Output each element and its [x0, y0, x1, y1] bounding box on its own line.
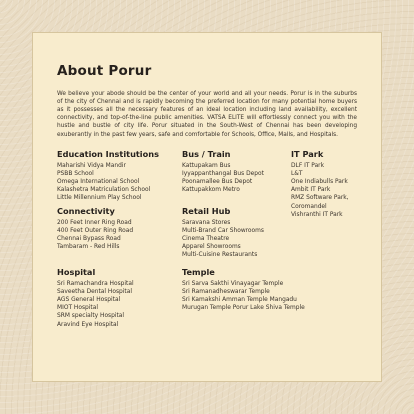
section-it-park — [291, 149, 359, 219]
temple-list — [182, 280, 305, 313]
section-heading: IT Park — [291, 148, 324, 159]
list-item: 200 Feet Inner Ring Road — [57, 219, 132, 226]
list-item: Sri Sarva Sakthi Vinayagar Temple — [182, 280, 284, 287]
list-item: Chennai Bypass Road — [57, 236, 121, 243]
list-item: Kattupakam Bus — [182, 162, 231, 169]
list-item: Sri Ramanadheswarar Temple — [182, 288, 270, 295]
list-item: Murugan Temple Porur Lake Shiva Temple — [182, 305, 305, 312]
hospital-list — [57, 280, 134, 329]
list-item: RMZ Software Park, Coromandel — [291, 195, 349, 210]
list-item: Apparel Showrooms — [182, 244, 241, 251]
list-item: Sri Kamakshi Amman Temple Mangadu — [182, 297, 297, 304]
retail-list — [182, 219, 264, 260]
intro-paragraph: We believe your abode should be the center of your world and all your needs. Porur is in the suburbs of the city of Chennai and is rapidly becoming the preferred location for many potential home buyers as it possesses all the necessary features of an ideal location including land availability, excellent connectivity, and top-of-the-line public amenities. VATSA ELITE will effortlessly connect you with the hustle and bustle of city life. Porur situated in the South-West of Chennai has been developing exuberantly in the past few years, safe and comfortable for Schools, Office, Malls, and Hospitals. — [57, 91, 357, 138]
section-heading: Retail Hub — [182, 205, 231, 216]
list-item: Omega International School — [57, 179, 140, 186]
list-item: One Indiabulls Park — [291, 179, 348, 186]
list-item: SRM specialty Hospital — [57, 313, 125, 320]
section-retail — [182, 206, 264, 260]
list-item: Sri Ramachandra Hospital — [57, 280, 134, 287]
list-item: PSBB School — [57, 170, 94, 177]
list-item: Little Millennium Play School — [57, 195, 142, 202]
about-card — [32, 32, 382, 382]
connectivity-list — [57, 219, 133, 252]
list-item: MIOT Hospital — [57, 305, 98, 312]
page-title: About Porur — [57, 63, 152, 79]
section-heading: Education Institutions — [57, 148, 159, 159]
list-item: Maharishi Vidya Mandir — [57, 162, 126, 169]
bus-train-list — [182, 162, 264, 195]
list-item: Multi-Cuisine Restaurants — [182, 252, 258, 259]
list-item: Aravind Eye Hospital — [57, 321, 119, 328]
list-item: Multi-Brand Car Showrooms — [182, 227, 264, 234]
section-bus-train — [182, 149, 264, 195]
it-park-list — [291, 162, 359, 219]
list-item: Saveetha Dental Hospital — [57, 288, 132, 295]
section-temple — [182, 267, 305, 313]
list-item: Tambaram - Red Hills — [57, 244, 120, 251]
list-item: 400 Feet Outer Ring Road — [57, 227, 134, 234]
section-hospital — [57, 267, 134, 329]
list-item: Vishranthi IT Park — [291, 211, 343, 218]
list-item: L&T — [291, 170, 303, 177]
section-heading: Bus / Train — [182, 148, 231, 159]
education-list — [57, 162, 159, 203]
amenities-grid — [57, 149, 357, 339]
section-heading: Connectivity — [57, 205, 115, 216]
list-item: Saravana Stores — [182, 219, 231, 226]
list-item: Iyyappanthangal Bus Depot — [182, 170, 264, 177]
list-item: Kalashetra Matriculation School — [57, 187, 151, 194]
section-education — [57, 149, 159, 203]
list-item: Poonamallee Bus Depot — [182, 179, 253, 186]
section-connectivity — [57, 206, 133, 252]
section-heading: Temple — [182, 266, 215, 277]
section-heading: Hospital — [57, 266, 96, 277]
list-item: DLF IT Park — [291, 162, 325, 169]
list-item: Kattupakkom Metro — [182, 187, 240, 194]
list-item: AGS General Hospital — [57, 297, 121, 304]
list-item: Ambit IT Park — [291, 187, 331, 194]
list-item: Cinema Theatre — [182, 236, 230, 243]
